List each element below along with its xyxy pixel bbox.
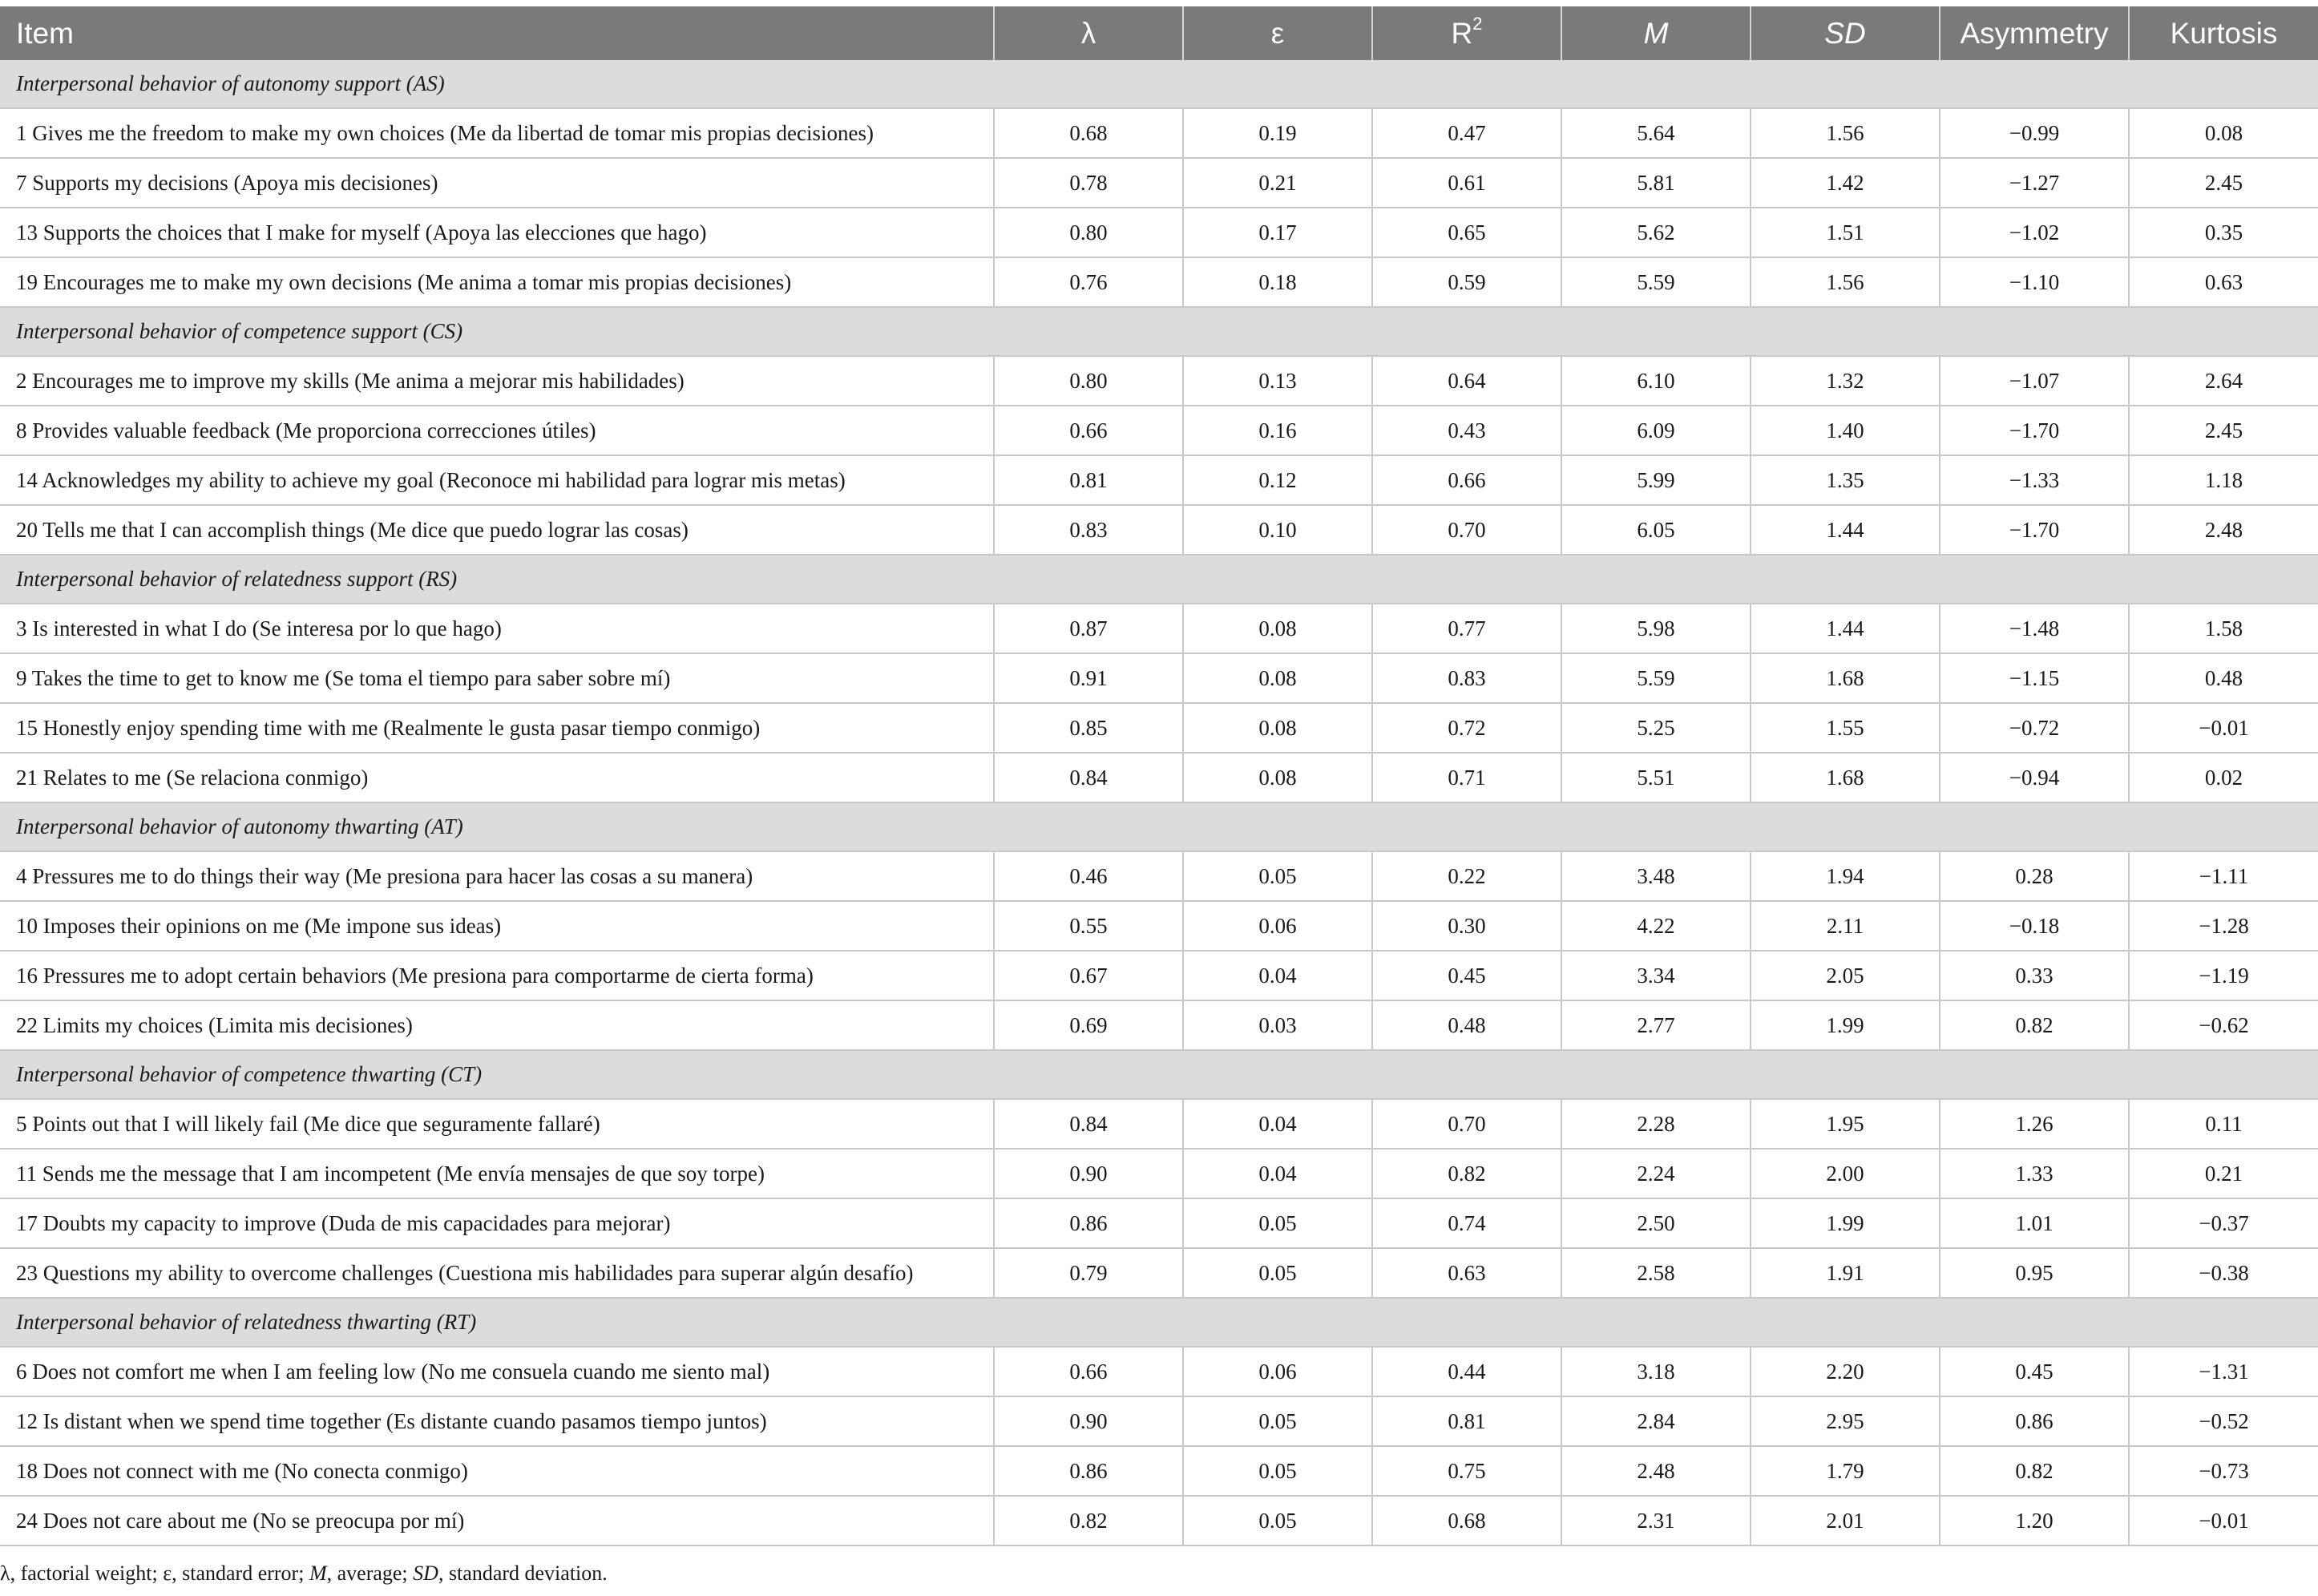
cell-item: 20 Tells me that I can accomplish things (Me dice que puedo lograr las cosas)	[0, 505, 994, 555]
cell-epsilon: 0.05	[1183, 1248, 1372, 1298]
cell-lambda: 0.90	[994, 1149, 1183, 1198]
results-table	[0, 6, 2318, 1546]
cell-kurt: −0.37	[2129, 1198, 2318, 1248]
header-kurtosis: Kurtosis	[2129, 6, 2318, 60]
cell-lambda: 0.84	[994, 753, 1183, 802]
cell-lambda: 0.83	[994, 505, 1183, 555]
cell-r2: 0.83	[1372, 653, 1561, 703]
cell-sd: 1.91	[1751, 1248, 1940, 1298]
cell-item: 3 Is interested in what I do (Se interesa por lo que hago)	[0, 604, 994, 653]
cell-m: 2.31	[1561, 1496, 1751, 1545]
cell-m: 2.50	[1561, 1198, 1751, 1248]
cell-r2: 0.66	[1372, 455, 1561, 505]
group-row	[0, 60, 2318, 108]
cell-epsilon: 0.16	[1183, 406, 1372, 455]
cell-epsilon: 0.04	[1183, 1149, 1372, 1198]
header-r2	[1372, 6, 1561, 60]
table-row	[0, 1248, 2318, 1298]
cell-asym: −1.10	[1940, 257, 2129, 307]
cell-lambda: 0.81	[994, 455, 1183, 505]
cell-kurt: 1.18	[2129, 455, 2318, 505]
cell-sd: 2.00	[1751, 1149, 1940, 1198]
footnote-part: , average;	[326, 1562, 414, 1585]
cell-m: 5.59	[1561, 653, 1751, 703]
table-row	[0, 455, 2318, 505]
cell-kurt: 2.45	[2129, 158, 2318, 208]
cell-lambda: 0.91	[994, 653, 1183, 703]
footnote-part: λ, factorial weight; ε, standard error;	[0, 1562, 309, 1585]
cell-r2: 0.77	[1372, 604, 1561, 653]
header-asymmetry: Asymmetry	[1940, 6, 2129, 60]
cell-r2: 0.61	[1372, 158, 1561, 208]
cell-asym: 0.82	[1940, 1000, 2129, 1050]
cell-m: 5.59	[1561, 257, 1751, 307]
cell-asym: −0.99	[1940, 108, 2129, 158]
cell-lambda: 0.86	[994, 1446, 1183, 1496]
group-row	[0, 555, 2318, 604]
cell-lambda: 0.76	[994, 257, 1183, 307]
cell-epsilon: 0.05	[1183, 1198, 1372, 1248]
cell-item: 18 Does not connect with me (No conecta conmigo)	[0, 1446, 994, 1496]
table-row	[0, 1000, 2318, 1050]
cell-asym: 0.95	[1940, 1248, 2129, 1298]
cell-lambda: 0.84	[994, 1099, 1183, 1149]
group-row	[0, 802, 2318, 851]
cell-asym: 1.33	[1940, 1149, 2129, 1198]
cell-epsilon: 0.03	[1183, 1000, 1372, 1050]
cell-m: 3.18	[1561, 1347, 1751, 1396]
cell-kurt: −0.01	[2129, 703, 2318, 753]
cell-kurt: −0.01	[2129, 1496, 2318, 1545]
table-body	[0, 60, 2318, 1545]
cell-asym: 1.20	[1940, 1496, 2129, 1545]
cell-sd: 2.01	[1751, 1496, 1940, 1545]
cell-sd: 1.79	[1751, 1446, 1940, 1496]
table-row	[0, 653, 2318, 703]
cell-r2: 0.68	[1372, 1496, 1561, 1545]
cell-r2: 0.48	[1372, 1000, 1561, 1050]
cell-kurt: −0.52	[2129, 1396, 2318, 1446]
cell-m: 4.22	[1561, 901, 1751, 951]
cell-r2: 0.82	[1372, 1149, 1561, 1198]
cell-epsilon: 0.08	[1183, 653, 1372, 703]
cell-epsilon: 0.04	[1183, 951, 1372, 1000]
cell-asym: −1.70	[1940, 406, 2129, 455]
table-row	[0, 158, 2318, 208]
cell-epsilon: 0.19	[1183, 108, 1372, 158]
cell-kurt: 0.21	[2129, 1149, 2318, 1198]
cell-kurt: 0.35	[2129, 208, 2318, 257]
cell-m: 2.58	[1561, 1248, 1751, 1298]
cell-sd: 1.56	[1751, 108, 1940, 158]
cell-asym: 0.86	[1940, 1396, 2129, 1446]
cell-asym: −1.27	[1940, 158, 2129, 208]
cell-m: 6.10	[1561, 356, 1751, 406]
cell-m: 5.25	[1561, 703, 1751, 753]
group-row	[0, 307, 2318, 356]
cell-sd: 1.40	[1751, 406, 1940, 455]
cell-item: 10 Imposes their opinions on me (Me impone sus ideas)	[0, 901, 994, 951]
table-row	[0, 703, 2318, 753]
cell-m: 5.98	[1561, 604, 1751, 653]
cell-sd: 1.42	[1751, 158, 1940, 208]
cell-sd: 1.95	[1751, 1099, 1940, 1149]
cell-m: 5.62	[1561, 208, 1751, 257]
table-row	[0, 1198, 2318, 1248]
cell-asym: 0.82	[1940, 1446, 2129, 1496]
cell-epsilon: 0.21	[1183, 158, 1372, 208]
cell-lambda: 0.69	[994, 1000, 1183, 1050]
cell-item: 21 Relates to me (Se relaciona conmigo)	[0, 753, 994, 802]
cell-r2: 0.75	[1372, 1446, 1561, 1496]
cell-sd: 1.32	[1751, 356, 1940, 406]
cell-sd: 1.99	[1751, 1198, 1940, 1248]
group-row	[0, 1050, 2318, 1099]
cell-kurt: 2.45	[2129, 406, 2318, 455]
cell-r2: 0.70	[1372, 505, 1561, 555]
header-r2-label: R	[1451, 16, 1473, 50]
header-sd: SD	[1751, 6, 1940, 60]
cell-asym: −1.33	[1940, 455, 2129, 505]
cell-item: 17 Doubts my capacity to improve (Duda de mis capacidades para mejorar)	[0, 1198, 994, 1248]
cell-r2: 0.72	[1372, 703, 1561, 753]
cell-m: 3.48	[1561, 851, 1751, 901]
footnote-part: M	[309, 1562, 327, 1585]
group-row	[0, 1298, 2318, 1347]
cell-kurt: −1.28	[2129, 901, 2318, 951]
cell-epsilon: 0.06	[1183, 1347, 1372, 1396]
table-footnote	[0, 1562, 608, 1586]
cell-r2: 0.47	[1372, 108, 1561, 158]
header-r2-superscript: 2	[1472, 13, 1483, 34]
group-title: Interpersonal behavior of autonomy thwarting (AT)	[0, 802, 2318, 851]
cell-kurt: 2.48	[2129, 505, 2318, 555]
table-row	[0, 753, 2318, 802]
table-row	[0, 1396, 2318, 1446]
cell-lambda: 0.80	[994, 208, 1183, 257]
table-row	[0, 208, 2318, 257]
cell-epsilon: 0.08	[1183, 604, 1372, 653]
cell-asym: 0.33	[1940, 951, 2129, 1000]
cell-r2: 0.74	[1372, 1198, 1561, 1248]
cell-sd: 1.56	[1751, 257, 1940, 307]
cell-r2: 0.70	[1372, 1099, 1561, 1149]
cell-m: 6.05	[1561, 505, 1751, 555]
cell-sd: 1.94	[1751, 851, 1940, 901]
cell-item: 2 Encourages me to improve my skills (Me anima a mejorar mis habilidades)	[0, 356, 994, 406]
cell-epsilon: 0.18	[1183, 257, 1372, 307]
cell-epsilon: 0.12	[1183, 455, 1372, 505]
cell-r2: 0.63	[1372, 1248, 1561, 1298]
cell-m: 2.84	[1561, 1396, 1751, 1446]
cell-sd: 2.11	[1751, 901, 1940, 951]
cell-lambda: 0.66	[994, 1347, 1183, 1396]
cell-item: 12 Is distant when we spend time together (Es distante cuando pasamos tiempo juntos)	[0, 1396, 994, 1446]
cell-item: 24 Does not care about me (No se preocupa por mí)	[0, 1496, 994, 1545]
cell-r2: 0.81	[1372, 1396, 1561, 1446]
cell-item: 7 Supports my decisions (Apoya mis decisiones)	[0, 158, 994, 208]
cell-m: 3.34	[1561, 951, 1751, 1000]
cell-sd: 1.44	[1751, 604, 1940, 653]
cell-r2: 0.43	[1372, 406, 1561, 455]
cell-r2: 0.71	[1372, 753, 1561, 802]
cell-m: 5.64	[1561, 108, 1751, 158]
cell-kurt: 1.58	[2129, 604, 2318, 653]
cell-asym: 0.28	[1940, 851, 2129, 901]
cell-item: 14 Acknowledges my ability to achieve my goal (Reconoce mi habilidad para lograr mis metas)	[0, 455, 994, 505]
cell-kurt: −0.38	[2129, 1248, 2318, 1298]
cell-epsilon: 0.05	[1183, 851, 1372, 901]
cell-asym: −0.18	[1940, 901, 2129, 951]
cell-item: 6 Does not comfort me when I am feeling low (No me consuela cuando me siento mal)	[0, 1347, 994, 1396]
group-title: Interpersonal behavior of relatedness support (RS)	[0, 555, 2318, 604]
table-row	[0, 1446, 2318, 1496]
cell-sd: 2.95	[1751, 1396, 1940, 1446]
cell-sd: 1.35	[1751, 455, 1940, 505]
cell-r2: 0.59	[1372, 257, 1561, 307]
cell-lambda: 0.80	[994, 356, 1183, 406]
cell-item: 19 Encourages me to make my own decisions (Me anima a tomar mis propias decisiones)	[0, 257, 994, 307]
table-row	[0, 1347, 2318, 1396]
cell-asym: −1.02	[1940, 208, 2129, 257]
cell-lambda: 0.82	[994, 1496, 1183, 1545]
table-row	[0, 257, 2318, 307]
group-title: Interpersonal behavior of relatedness thwarting (RT)	[0, 1298, 2318, 1347]
table-row	[0, 901, 2318, 951]
cell-item: 11 Sends me the message that I am incompetent (Me envía mensajes de que soy torpe)	[0, 1149, 994, 1198]
cell-asym: −0.94	[1940, 753, 2129, 802]
cell-asym: 1.26	[1940, 1099, 2129, 1149]
cell-epsilon: 0.17	[1183, 208, 1372, 257]
cell-epsilon: 0.13	[1183, 356, 1372, 406]
cell-epsilon: 0.10	[1183, 505, 1372, 555]
cell-sd: 2.20	[1751, 1347, 1940, 1396]
cell-item: 4 Pressures me to do things their way (Me presiona para hacer las cosas a su manera)	[0, 851, 994, 901]
cell-asym: 1.01	[1940, 1198, 2129, 1248]
header-lambda: λ	[994, 6, 1183, 60]
cell-kurt: −0.73	[2129, 1446, 2318, 1496]
cell-epsilon: 0.06	[1183, 901, 1372, 951]
cell-asym: −0.72	[1940, 703, 2129, 753]
cell-sd: 1.68	[1751, 753, 1940, 802]
cell-kurt: 2.64	[2129, 356, 2318, 406]
cell-lambda: 0.68	[994, 108, 1183, 158]
cell-lambda: 0.90	[994, 1396, 1183, 1446]
cell-r2: 0.45	[1372, 951, 1561, 1000]
cell-kurt: −1.31	[2129, 1347, 2318, 1396]
table-row	[0, 1149, 2318, 1198]
cell-item: 13 Supports the choices that I make for myself (Apoya las elecciones que hago)	[0, 208, 994, 257]
table-row	[0, 604, 2318, 653]
cell-m: 6.09	[1561, 406, 1751, 455]
footnote-part: , standard deviation.	[438, 1562, 608, 1585]
cell-epsilon: 0.04	[1183, 1099, 1372, 1149]
cell-lambda: 0.67	[994, 951, 1183, 1000]
cell-lambda: 0.66	[994, 406, 1183, 455]
cell-epsilon: 0.08	[1183, 753, 1372, 802]
cell-sd: 1.55	[1751, 703, 1940, 753]
cell-sd: 1.44	[1751, 505, 1940, 555]
cell-asym: −1.48	[1940, 604, 2129, 653]
cell-asym: −1.70	[1940, 505, 2129, 555]
cell-item: 1 Gives me the freedom to make my own choices (Me da libertad de tomar mis propias decisiones)	[0, 108, 994, 158]
cell-lambda: 0.78	[994, 158, 1183, 208]
cell-sd: 1.99	[1751, 1000, 1940, 1050]
cell-kurt: −1.19	[2129, 951, 2318, 1000]
cell-kurt: 0.11	[2129, 1099, 2318, 1149]
table-header	[0, 6, 2318, 60]
cell-asym: −1.07	[1940, 356, 2129, 406]
cell-epsilon: 0.05	[1183, 1446, 1372, 1496]
cell-m: 5.81	[1561, 158, 1751, 208]
cell-lambda: 0.46	[994, 851, 1183, 901]
cell-r2: 0.64	[1372, 356, 1561, 406]
cell-r2: 0.44	[1372, 1347, 1561, 1396]
cell-kurt: −0.62	[2129, 1000, 2318, 1050]
header-item: Item	[0, 6, 994, 60]
cell-r2: 0.22	[1372, 851, 1561, 901]
cell-sd: 1.51	[1751, 208, 1940, 257]
table-row	[0, 356, 2318, 406]
cell-lambda: 0.86	[994, 1198, 1183, 1248]
cell-sd: 1.68	[1751, 653, 1940, 703]
cell-item: 16 Pressures me to adopt certain behaviors (Me presiona para comportarme de cierta forma)	[0, 951, 994, 1000]
header-epsilon: ε	[1183, 6, 1372, 60]
cell-sd: 2.05	[1751, 951, 1940, 1000]
table-row	[0, 1496, 2318, 1545]
cell-lambda: 0.55	[994, 901, 1183, 951]
table-row	[0, 951, 2318, 1000]
group-title: Interpersonal behavior of competence support (CS)	[0, 307, 2318, 356]
cell-lambda: 0.79	[994, 1248, 1183, 1298]
cell-kurt: −1.11	[2129, 851, 2318, 901]
cell-item: 22 Limits my choices (Limita mis decisiones)	[0, 1000, 994, 1050]
cell-kurt: 0.48	[2129, 653, 2318, 703]
header-mean: M	[1561, 6, 1751, 60]
cell-item: 15 Honestly enjoy spending time with me (Realmente le gusta pasar tiempo conmigo)	[0, 703, 994, 753]
cell-asym: −1.15	[1940, 653, 2129, 703]
cell-m: 5.99	[1561, 455, 1751, 505]
cell-asym: 0.45	[1940, 1347, 2129, 1396]
table-row	[0, 505, 2318, 555]
cell-m: 2.77	[1561, 1000, 1751, 1050]
table-row	[0, 1099, 2318, 1149]
cell-kurt: 0.02	[2129, 753, 2318, 802]
cell-kurt: 0.63	[2129, 257, 2318, 307]
cell-m: 2.48	[1561, 1446, 1751, 1496]
cell-r2: 0.65	[1372, 208, 1561, 257]
cell-item: 8 Provides valuable feedback (Me proporciona correcciones útiles)	[0, 406, 994, 455]
cell-m: 2.24	[1561, 1149, 1751, 1198]
cell-m: 5.51	[1561, 753, 1751, 802]
cell-lambda: 0.85	[994, 703, 1183, 753]
cell-lambda: 0.87	[994, 604, 1183, 653]
cell-epsilon: 0.08	[1183, 703, 1372, 753]
cell-item: 9 Takes the time to get to know me (Se toma el tiempo para saber sobre mí)	[0, 653, 994, 703]
group-title: Interpersonal behavior of competence thwarting (CT)	[0, 1050, 2318, 1099]
group-title: Interpersonal behavior of autonomy support (AS)	[0, 60, 2318, 108]
cell-kurt: 0.08	[2129, 108, 2318, 158]
cell-item: 5 Points out that I will likely fail (Me dice que seguramente fallaré)	[0, 1099, 994, 1149]
cell-epsilon: 0.05	[1183, 1496, 1372, 1545]
table-row	[0, 851, 2318, 901]
table-row	[0, 108, 2318, 158]
cell-m: 2.28	[1561, 1099, 1751, 1149]
footnote-part: SD	[413, 1562, 438, 1585]
cell-r2: 0.30	[1372, 901, 1561, 951]
table-row	[0, 406, 2318, 455]
cell-item: 23 Questions my ability to overcome challenges (Cuestiona mis habilidades para superar algún desafío)	[0, 1248, 994, 1298]
cell-epsilon: 0.05	[1183, 1396, 1372, 1446]
